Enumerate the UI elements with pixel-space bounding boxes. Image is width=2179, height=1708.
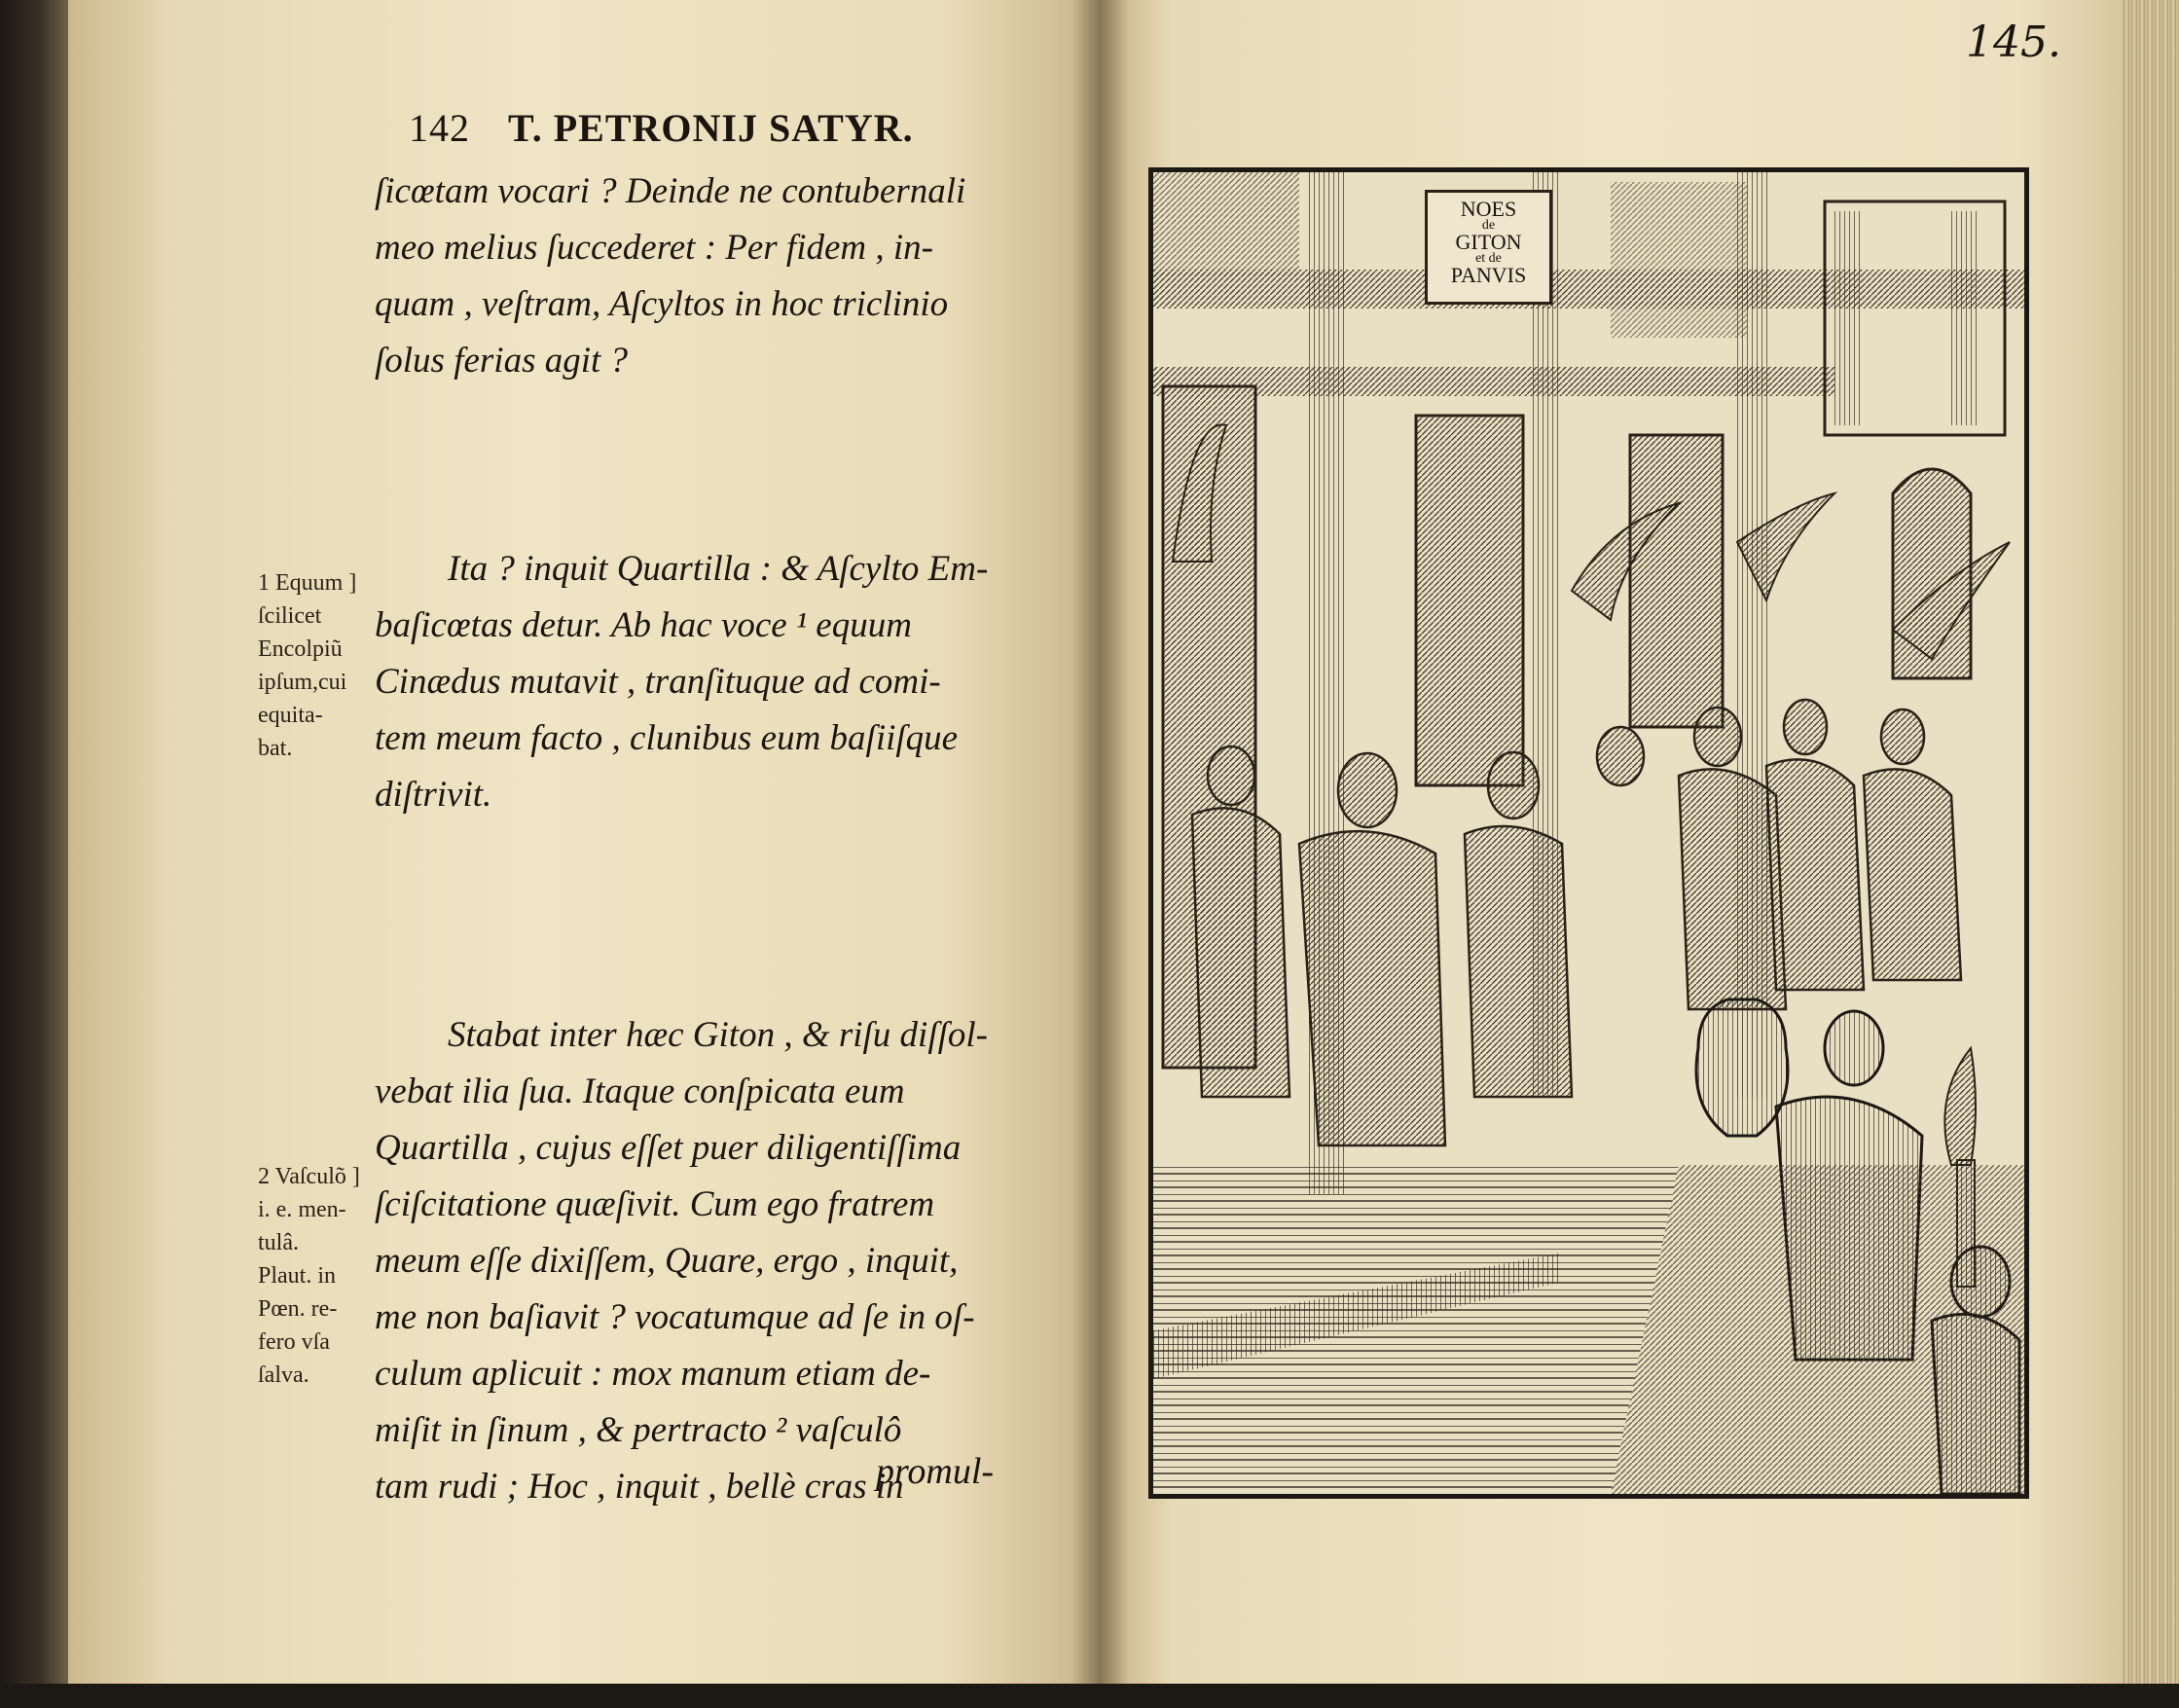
page-number: 142 bbox=[409, 106, 470, 150]
margin-note-line: tulâ. bbox=[258, 1230, 299, 1255]
margin-note-2 bbox=[258, 1160, 394, 1392]
margin-note-line: i. e. men- bbox=[258, 1197, 346, 1222]
text-line: meo melius ſuccederet : Per fidem , in- bbox=[375, 228, 933, 268]
margin-note-line: bat. bbox=[258, 736, 293, 761]
book-gutter bbox=[1071, 0, 1129, 1708]
text-line: culum aplicuit : mox manum etiam de- bbox=[375, 1354, 931, 1394]
text-line: Stabat inter hæc Giton , & riſu diſſol- bbox=[448, 1015, 988, 1055]
text-line: Quartilla , cujus eſſet puer diligentiſſima bbox=[375, 1128, 962, 1168]
bottom-shadow bbox=[0, 1684, 2179, 1708]
text-line: baſicœtas detur. Ab hac voce ¹ equum bbox=[375, 605, 912, 645]
handwritten-page-number: 145. bbox=[1966, 18, 2061, 67]
sign-text: PANVIS bbox=[1450, 263, 1527, 287]
text-line: ſicœtam vocari ? Deinde ne contubernali bbox=[375, 171, 966, 211]
running-head-title: T. PETRONIJ SATYR. bbox=[508, 106, 914, 150]
text-line: quam , veſtram, Aſcyltos in hoc triclinio bbox=[375, 284, 949, 324]
sign-text: et de bbox=[1475, 251, 1502, 266]
text-line: tam rudi ; Hoc , inquit , bellè cras in bbox=[375, 1467, 904, 1507]
catchword: promul- bbox=[876, 1451, 995, 1492]
paragraph-3 bbox=[375, 1007, 1032, 1515]
margin-note-1 bbox=[258, 566, 394, 765]
engraving-plate bbox=[1148, 167, 2029, 1499]
engraving-illustration bbox=[1153, 172, 2024, 1494]
text-line: vebat ilia ſua. Itaque conſpicata eum bbox=[375, 1072, 905, 1111]
margin-note-line: ſcilicet bbox=[258, 603, 322, 629]
margin-note-line: Pœn. re- bbox=[258, 1296, 338, 1322]
text-line: Cinædus mutavit , tranſituque ad comi- bbox=[375, 662, 941, 702]
margin-note-line: Encolpiũ bbox=[258, 636, 343, 662]
text-line: ſciſcitatione quæſivit. Cum ego fratrem bbox=[375, 1184, 935, 1224]
margin-note-line: fero vſa bbox=[258, 1329, 330, 1355]
engraving-sign bbox=[1425, 190, 1552, 305]
text-line: me non baſiavit ? vocatumque ad ſe in oſ- bbox=[375, 1297, 975, 1337]
page-edges bbox=[2122, 0, 2179, 1708]
sign-text: GITON bbox=[1455, 230, 1522, 254]
text-line: diſtrivit. bbox=[375, 775, 492, 815]
text-line: meum eſſe dixiſſem, Quare, ergo , inquit, bbox=[375, 1241, 959, 1281]
paragraph-1 bbox=[375, 164, 1032, 389]
paragraph-2 bbox=[375, 541, 1032, 823]
text-line: Ita ? inquit Quartilla : & Aſcylto Em- bbox=[448, 549, 989, 589]
text-line: miſit in ſinum , & pertracto ² vaſculô bbox=[375, 1410, 902, 1450]
margin-note-line: Plaut. in bbox=[258, 1263, 337, 1289]
margin-note-line: equita- bbox=[258, 703, 323, 728]
running-head bbox=[409, 105, 1051, 164]
text-line: tem meum facto , clunibus eum baſiiſque bbox=[375, 718, 959, 758]
sign-text: de bbox=[1481, 218, 1496, 233]
text-line: ſolus ferias agit ? bbox=[375, 341, 629, 381]
margin-note-line: ipſum,cui bbox=[258, 670, 347, 695]
margin-note-line: 2 Vaſculõ ] bbox=[258, 1164, 360, 1189]
margin-note-line: ſalva. bbox=[258, 1363, 309, 1388]
margin-note-line: 1 Equum ] bbox=[258, 570, 357, 596]
sign-text: NOES bbox=[1460, 197, 1517, 221]
